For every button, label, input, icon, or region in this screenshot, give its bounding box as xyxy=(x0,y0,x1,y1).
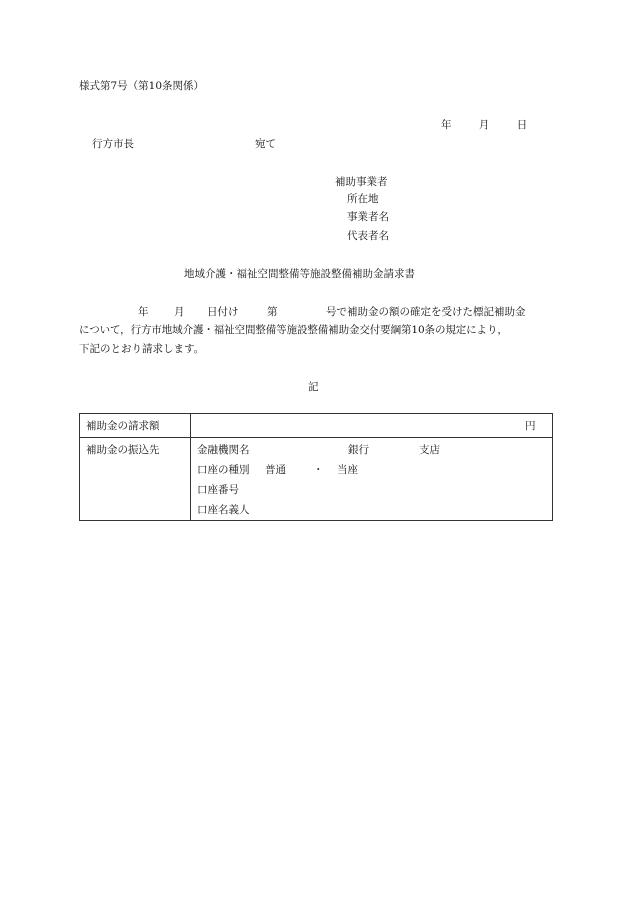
body-line1-dated: 日付け xyxy=(207,306,239,318)
ki-heading: 記 xyxy=(308,381,319,393)
addressee-name: 行方市長 xyxy=(92,138,134,150)
date-year: 年 xyxy=(441,119,452,131)
applicant-business-name: 事業者名 xyxy=(347,211,389,223)
body-line1-dai: 第 xyxy=(267,306,278,318)
document-title: 地域介護・福祉空間整備等施設整備補助金請求書 xyxy=(184,268,415,280)
claim-amount-label: 補助金の請求額 xyxy=(86,420,160,432)
bank-name-label: 金融機関名 xyxy=(197,444,250,456)
date-line xyxy=(441,120,527,131)
table-column-divider xyxy=(190,414,191,520)
body-line1-rest: 号で補助金の額の確定を受けた標記補助金 xyxy=(326,306,526,318)
body-line1-month: 月 xyxy=(174,306,185,318)
body-line2: について，行方市地域介護・福祉空間整備等施設整備補助金交付要綱第10条の規定により， xyxy=(79,324,508,336)
applicant-address: 所在地 xyxy=(347,193,379,205)
account-type-current: 当座 xyxy=(337,464,358,476)
branch-suffix: 支店 xyxy=(419,444,440,456)
form-label: 様式第7号（第10条関係） xyxy=(79,80,205,92)
date-month: 月 xyxy=(478,119,490,131)
date-day: 日 xyxy=(516,119,528,131)
applicant-heading: 補助事業者 xyxy=(335,176,388,188)
account-type-label: 口座の種別 xyxy=(197,464,250,476)
transfer-label: 補助金の振込先 xyxy=(86,444,160,456)
account-type-separator: ・ xyxy=(313,464,324,476)
body-line1-year: 年 xyxy=(138,306,149,318)
bank-suffix: 銀行 xyxy=(348,444,369,456)
addressee-honorific: 宛て xyxy=(255,138,276,150)
applicant-representative: 代表者名 xyxy=(347,230,389,242)
account-type-ordinary: 普通 xyxy=(265,464,286,476)
claim-amount-yen: 円 xyxy=(525,420,536,432)
account-number-label: 口座番号 xyxy=(197,484,239,496)
account-holder-label: 口座名義人 xyxy=(197,504,250,516)
claim-table xyxy=(79,413,553,521)
body-line3: 下記のとおり請求します。 xyxy=(79,343,205,355)
table-row-divider xyxy=(80,437,552,438)
